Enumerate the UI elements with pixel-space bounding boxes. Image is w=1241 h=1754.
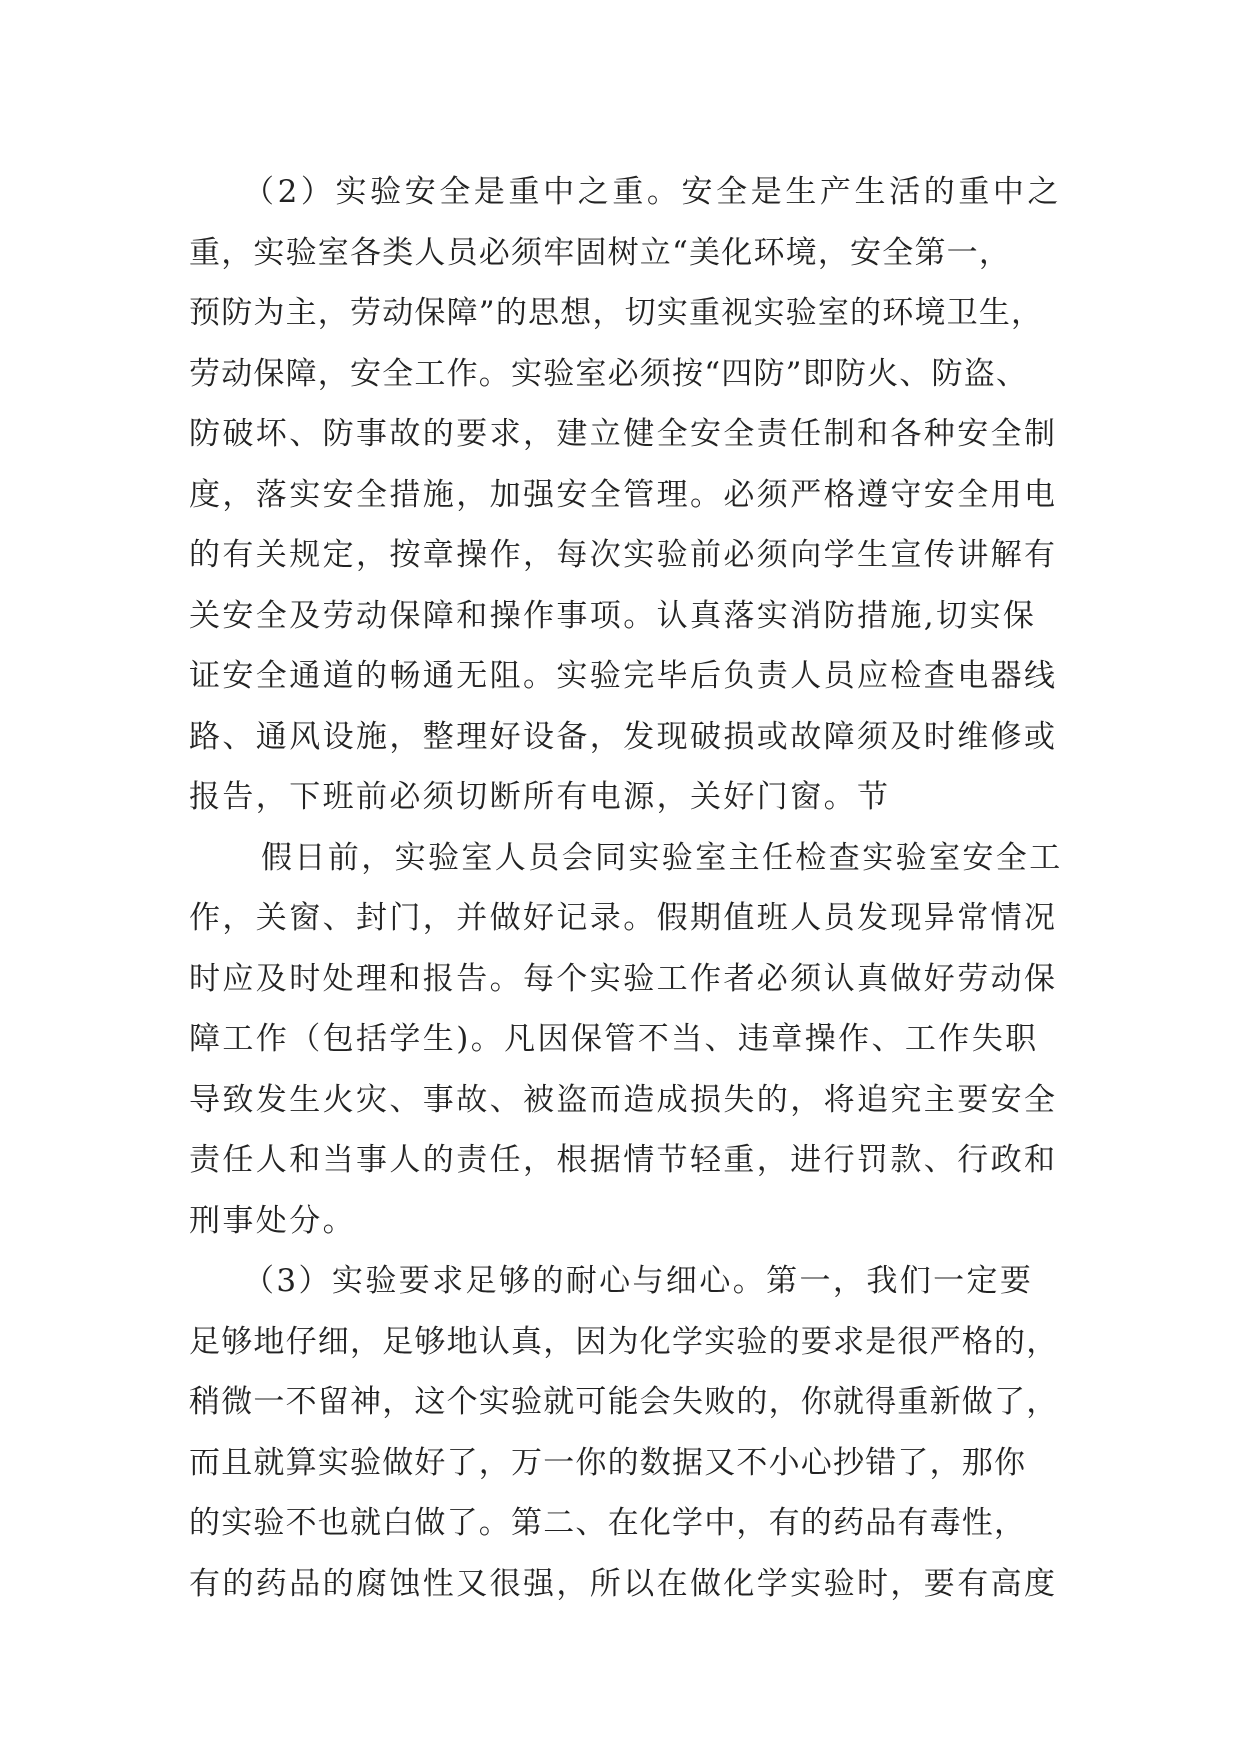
- paragraph-holiday-check: [189, 828, 1063, 1252]
- text-line: 刑事处分。: [189, 1202, 356, 1239]
- text-line: 的有关规定，按章操作，每次实验前必须向学生宣传讲解有: [189, 537, 1058, 573]
- text-line: 稍微一不留神，这个实验就可能会失败的，你就得重新做了，: [189, 1384, 1059, 1420]
- paragraph-lab-safety: [189, 162, 1063, 828]
- text-line: （2）实验安全是重中之重。安全是生产生活的重中之: [243, 174, 1063, 210]
- text-line: 假日前，实验室人员会同实验室主任检查实验室安全工: [261, 839, 1063, 876]
- text-line: 导致发生火灾、事故、被盗而造成损失的，将追究主要安全: [189, 1081, 1058, 1118]
- text-line: （3）实验要求足够的耐心与细心。第一，我们一定要: [243, 1263, 1034, 1299]
- text-line: 时应及时处理和报告。每个实验工作者必须认真做好劳动保: [189, 960, 1058, 997]
- text-line: 的实验不也就白做了。第二、在化学中，有的药品有毒性，: [189, 1505, 1027, 1541]
- text-line: 而且就算实验做好了，万一你的数据又不小心抄错了，那你: [189, 1444, 1027, 1481]
- document-body: [189, 162, 1063, 1614]
- text-line: 报告，下班前必须切断所有电源，关好门窗。节: [189, 779, 891, 815]
- text-line: 度，落实安全措施，加强安全管理。必须严格遵守安全用电: [189, 476, 1058, 513]
- text-line: 责任人和当事人的责任，根据情节轻重，进行罚款、行政和: [189, 1142, 1058, 1178]
- text-line: 作，关窗、封门，并做好记录。假期值班人员发现异常情况: [189, 900, 1058, 936]
- text-line: 预防为主，劳动保障”的思想，切实重视实验室的环境卫生，: [189, 295, 1044, 331]
- text-line: 路、通风设施，整理好设备，发现破损或故障须及时维修或: [189, 718, 1058, 755]
- text-line: 劳动保障，安全工作。实验室必须按“四防”即防火、防盗、: [189, 355, 1029, 392]
- text-line: 关安全及劳动保障和操作事项。认真落实消防措施,切实保: [189, 597, 1037, 634]
- text-line: 障工作（包括学生)。凡因保管不当、违章操作、工作失职: [189, 1021, 1039, 1057]
- text-line: 防破坏、防事故的要求，建立健全安全责任制和各种安全制: [189, 416, 1058, 452]
- text-line: 足够地仔细，足够地认真，因为化学实验的要求是很严格的，: [189, 1323, 1059, 1360]
- paragraph-patience: [189, 1251, 1059, 1614]
- text-line: 有的药品的腐蚀性又很强，所以在做化学实验时，要有高度: [189, 1565, 1058, 1602]
- text-line: 证安全通道的畅通无阻。实验完毕后负责人员应检查电器线: [189, 658, 1058, 694]
- text-line: 重，实验室各类人员必须牢固树立“美化环境，安全第一，: [189, 234, 1012, 271]
